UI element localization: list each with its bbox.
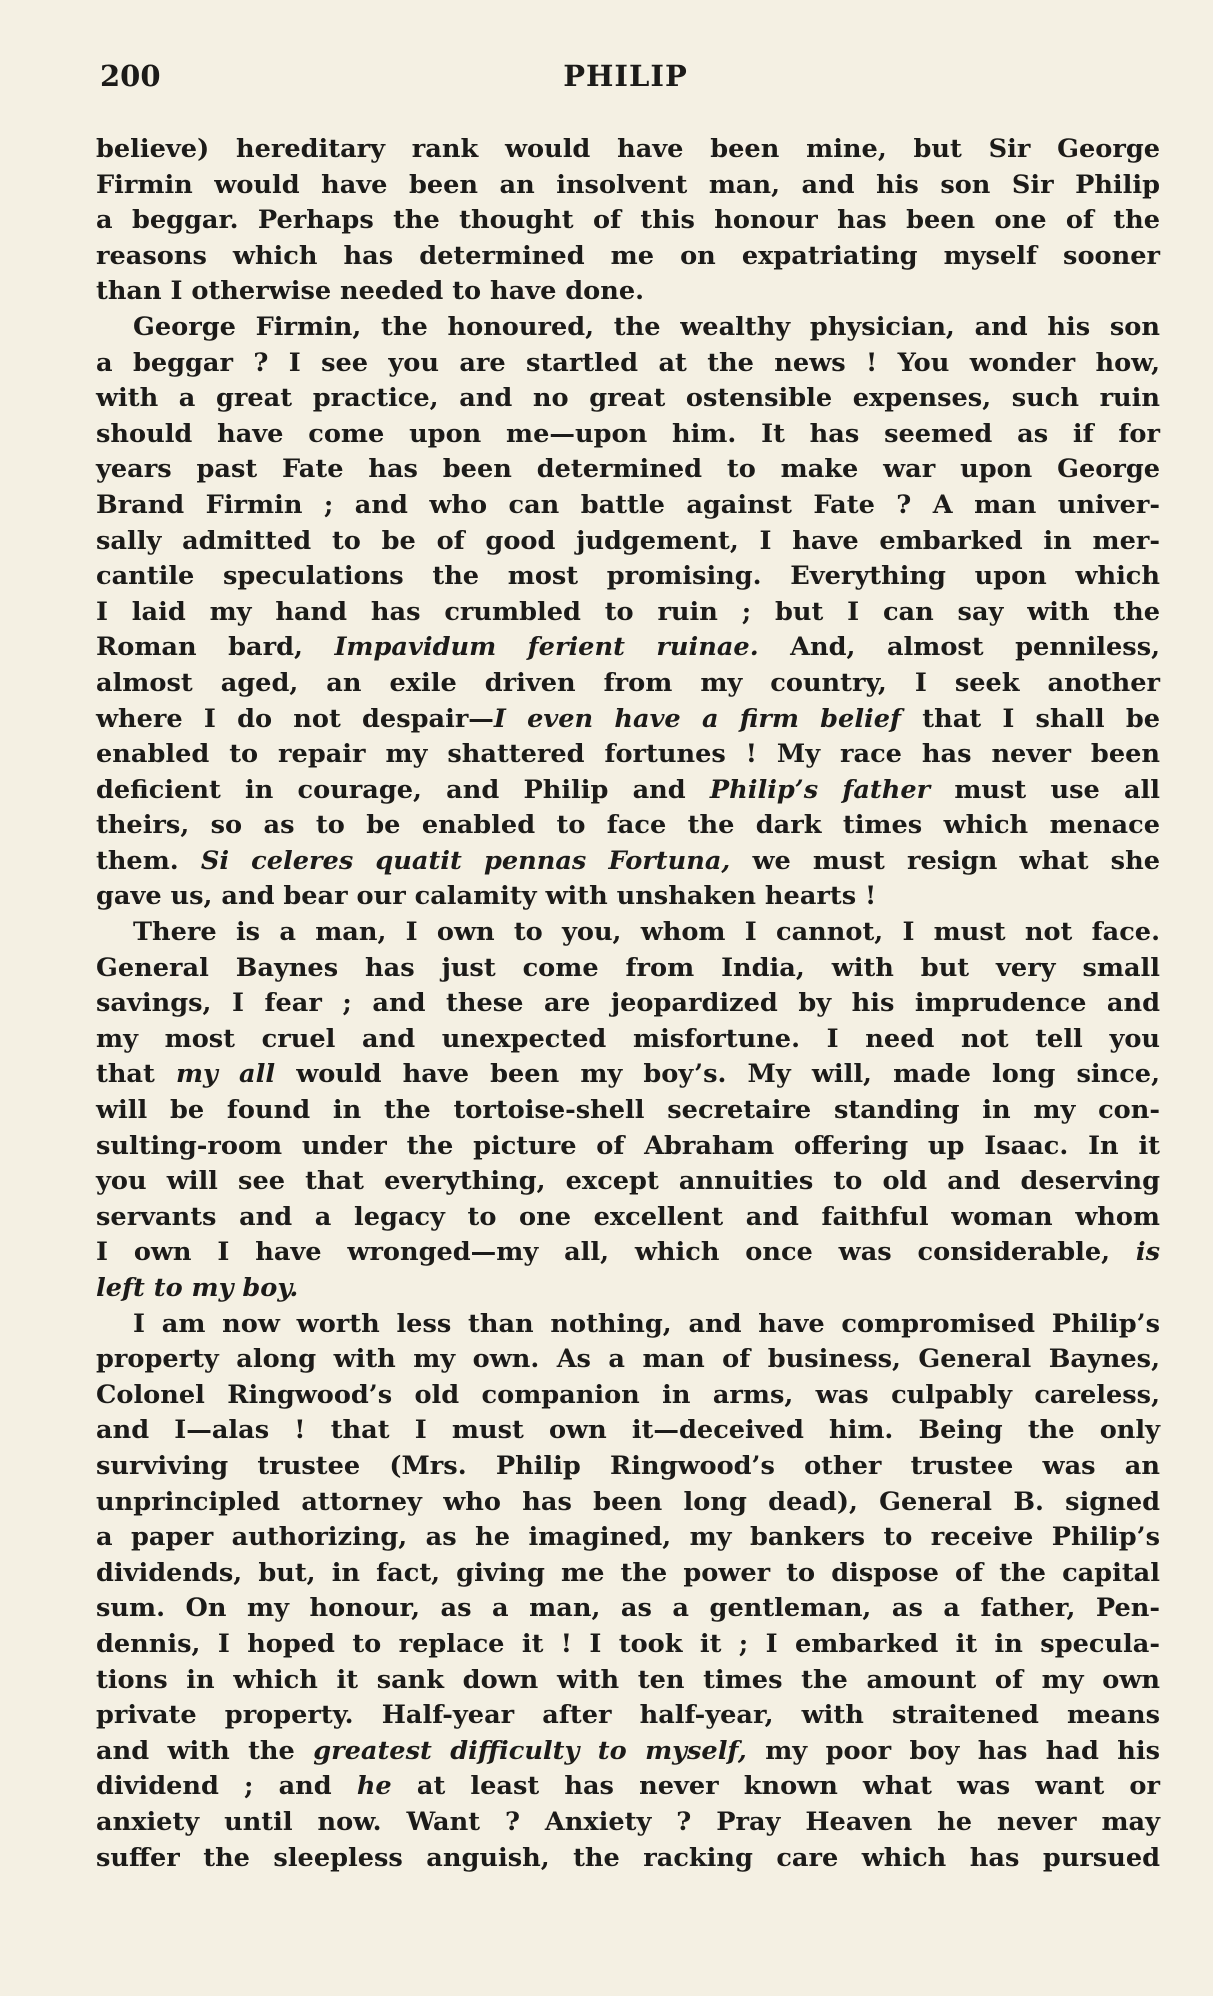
text-line: believe) hereditary rank would have been mine, but Sir George: [96, 134, 1160, 164]
text-line: and I—alas ! that I must own it—deceived him. Being the only: [96, 1415, 1160, 1446]
text-line: Colonel Ringwood’s old companion in arms, was culpably careless,: [96, 1379, 1160, 1410]
text-line: a beggar. Perhaps the thought of this honour has been one of the: [96, 205, 1160, 236]
text-line: a beggar ? I see you are startled at the news ! You wonder how,: [96, 347, 1160, 378]
text-line: suffer the sleepless anguish, the racking care which has pursued: [96, 1842, 1160, 1873]
emphasis-text: my all: [175, 1059, 276, 1090]
text-line: than I otherwise needed to have done.: [96, 276, 645, 307]
text-line: I laid my hand has crumbled to ruin ; but I can say with the: [96, 596, 1160, 627]
text-line: a paper authorizing, as he imagined, my bankers to receive Philip’s: [96, 1522, 1160, 1553]
text-line: you will see that everything, except annuities to old and deserving: [96, 1166, 1160, 1197]
text-line: enabled to repair my shattered fortunes ! My race has never been: [96, 739, 1160, 770]
text-line: years past Fate has been determined to make war upon George: [96, 454, 1160, 485]
text-line: I am now worth less than nothing, and have compromised Philip’s: [133, 1308, 1160, 1339]
text-line: sally admitted to be of good judgement, I have embarked in mer-: [96, 525, 1160, 556]
text-line: gave us, and bear our calamity with unshaken hearts !: [96, 881, 877, 912]
page-number: 200: [100, 59, 161, 93]
text-line: my most cruel and unexpected misfortune. I need not tell you: [96, 1023, 1160, 1054]
text-line: sum. On my honour, as a man, as a gentleman, as a father, Pen-: [96, 1593, 1160, 1624]
text-line: that my all would have been my boy’s. My will, made long since,: [96, 1059, 1160, 1090]
text-line: I own I have wronged—my all, which once was considerable, is: [96, 1237, 1160, 1268]
text-line: servants and a legacy to one excellent and faithful woman whom: [96, 1201, 1160, 1232]
text-line: where I do not despair—I even have a firm belief that I shall be: [96, 703, 1161, 734]
text-line: dennis, I hoped to replace it ! I took it ; I embarked it in specula-: [96, 1628, 1160, 1659]
text-line: private property. Half-year after half-year, with straitened means: [96, 1700, 1160, 1731]
text-line: sulting-room under the picture of Abraham offering up Isaac. In it: [96, 1130, 1160, 1161]
emphasis-text: greatest difficulty to myself,: [313, 1735, 747, 1766]
text-line: George Firmin, the honoured, the wealthy physician, and his son: [133, 311, 1160, 342]
text-line: Brand Firmin ; and who can battle against Fate ? A man univer-: [96, 489, 1160, 520]
text-line: [96, 1271, 1160, 1307]
text-line: them. Si celeres quatit pennas Fortuna, we must resign what she: [96, 845, 1160, 876]
text-line: Roman bard, Impavidum ferient ruinae. And, almost penniless,: [96, 632, 1161, 663]
text-line: dividends, but, in fact, giving me the power to dispose of the capital: [96, 1557, 1160, 1588]
running-title: PHILIP: [563, 59, 688, 93]
text-line: anxiety until now. Want ? Anxiety ? Pray Heaven he never may: [96, 1806, 1160, 1837]
text-line: reasons which has determined me on expatriating myself sooner: [96, 240, 1160, 271]
emphasis-text: left to my boy.: [96, 1273, 299, 1303]
running-head: [96, 54, 1155, 98]
text-line: savings, I fear ; and these are jeopardized by his imprudence and: [96, 988, 1160, 1019]
text-line: General Baynes has just come from India, with but very small: [96, 952, 1160, 983]
body-text: [96, 132, 1160, 1876]
text-line: dividend ; and he at least has never known what was want or: [96, 1771, 1160, 1802]
text-line: cantile speculations the most promising. Everything upon which: [96, 561, 1160, 592]
text-line: Firmin would have been an insolvent man, and his son Sir Philip: [96, 169, 1160, 200]
emphasis-text: he: [356, 1771, 392, 1802]
text-line: almost aged, an exile driven from my country, I seek another: [96, 667, 1160, 698]
text-line: deficient in courage, and Philip and Philip’s father must use all: [96, 774, 1160, 805]
text-line: There is a man, I own to you, whom I cannot, I must not face.: [133, 917, 1160, 948]
text-line: and with the greatest difficulty to myself, my poor boy has had his: [96, 1735, 1161, 1766]
text-line: tions in which it sank down with ten times the amount of my own: [96, 1664, 1160, 1695]
latin-quote: Impavidum ferient ruinae.: [334, 632, 759, 663]
text-line: surviving trustee (Mrs. Philip Ringwood’s other trustee was an: [96, 1450, 1160, 1481]
text-line: with a great practice, and no great ostensible expenses, such ruin: [96, 383, 1160, 414]
emphasis-text: Philip’s father: [709, 774, 931, 805]
emphasis-text: is: [1135, 1237, 1160, 1268]
latin-quote: Si celeres quatit pennas Fortuna,: [200, 845, 731, 876]
emphasis-text: I even have a firm belief: [493, 703, 902, 734]
text-line: should have come upon me—upon him. It has seemed as if for: [96, 418, 1160, 449]
text-line: theirs, so as to be enabled to face the dark times which menace: [96, 810, 1160, 841]
text-line: will be found in the tortoise-shell secretaire standing in my con-: [96, 1095, 1160, 1126]
text-line: unprincipled attorney who has been long dead), General B. signed: [96, 1486, 1160, 1517]
text-line: property along with my own. As a man of business, General Baynes,: [96, 1344, 1160, 1375]
